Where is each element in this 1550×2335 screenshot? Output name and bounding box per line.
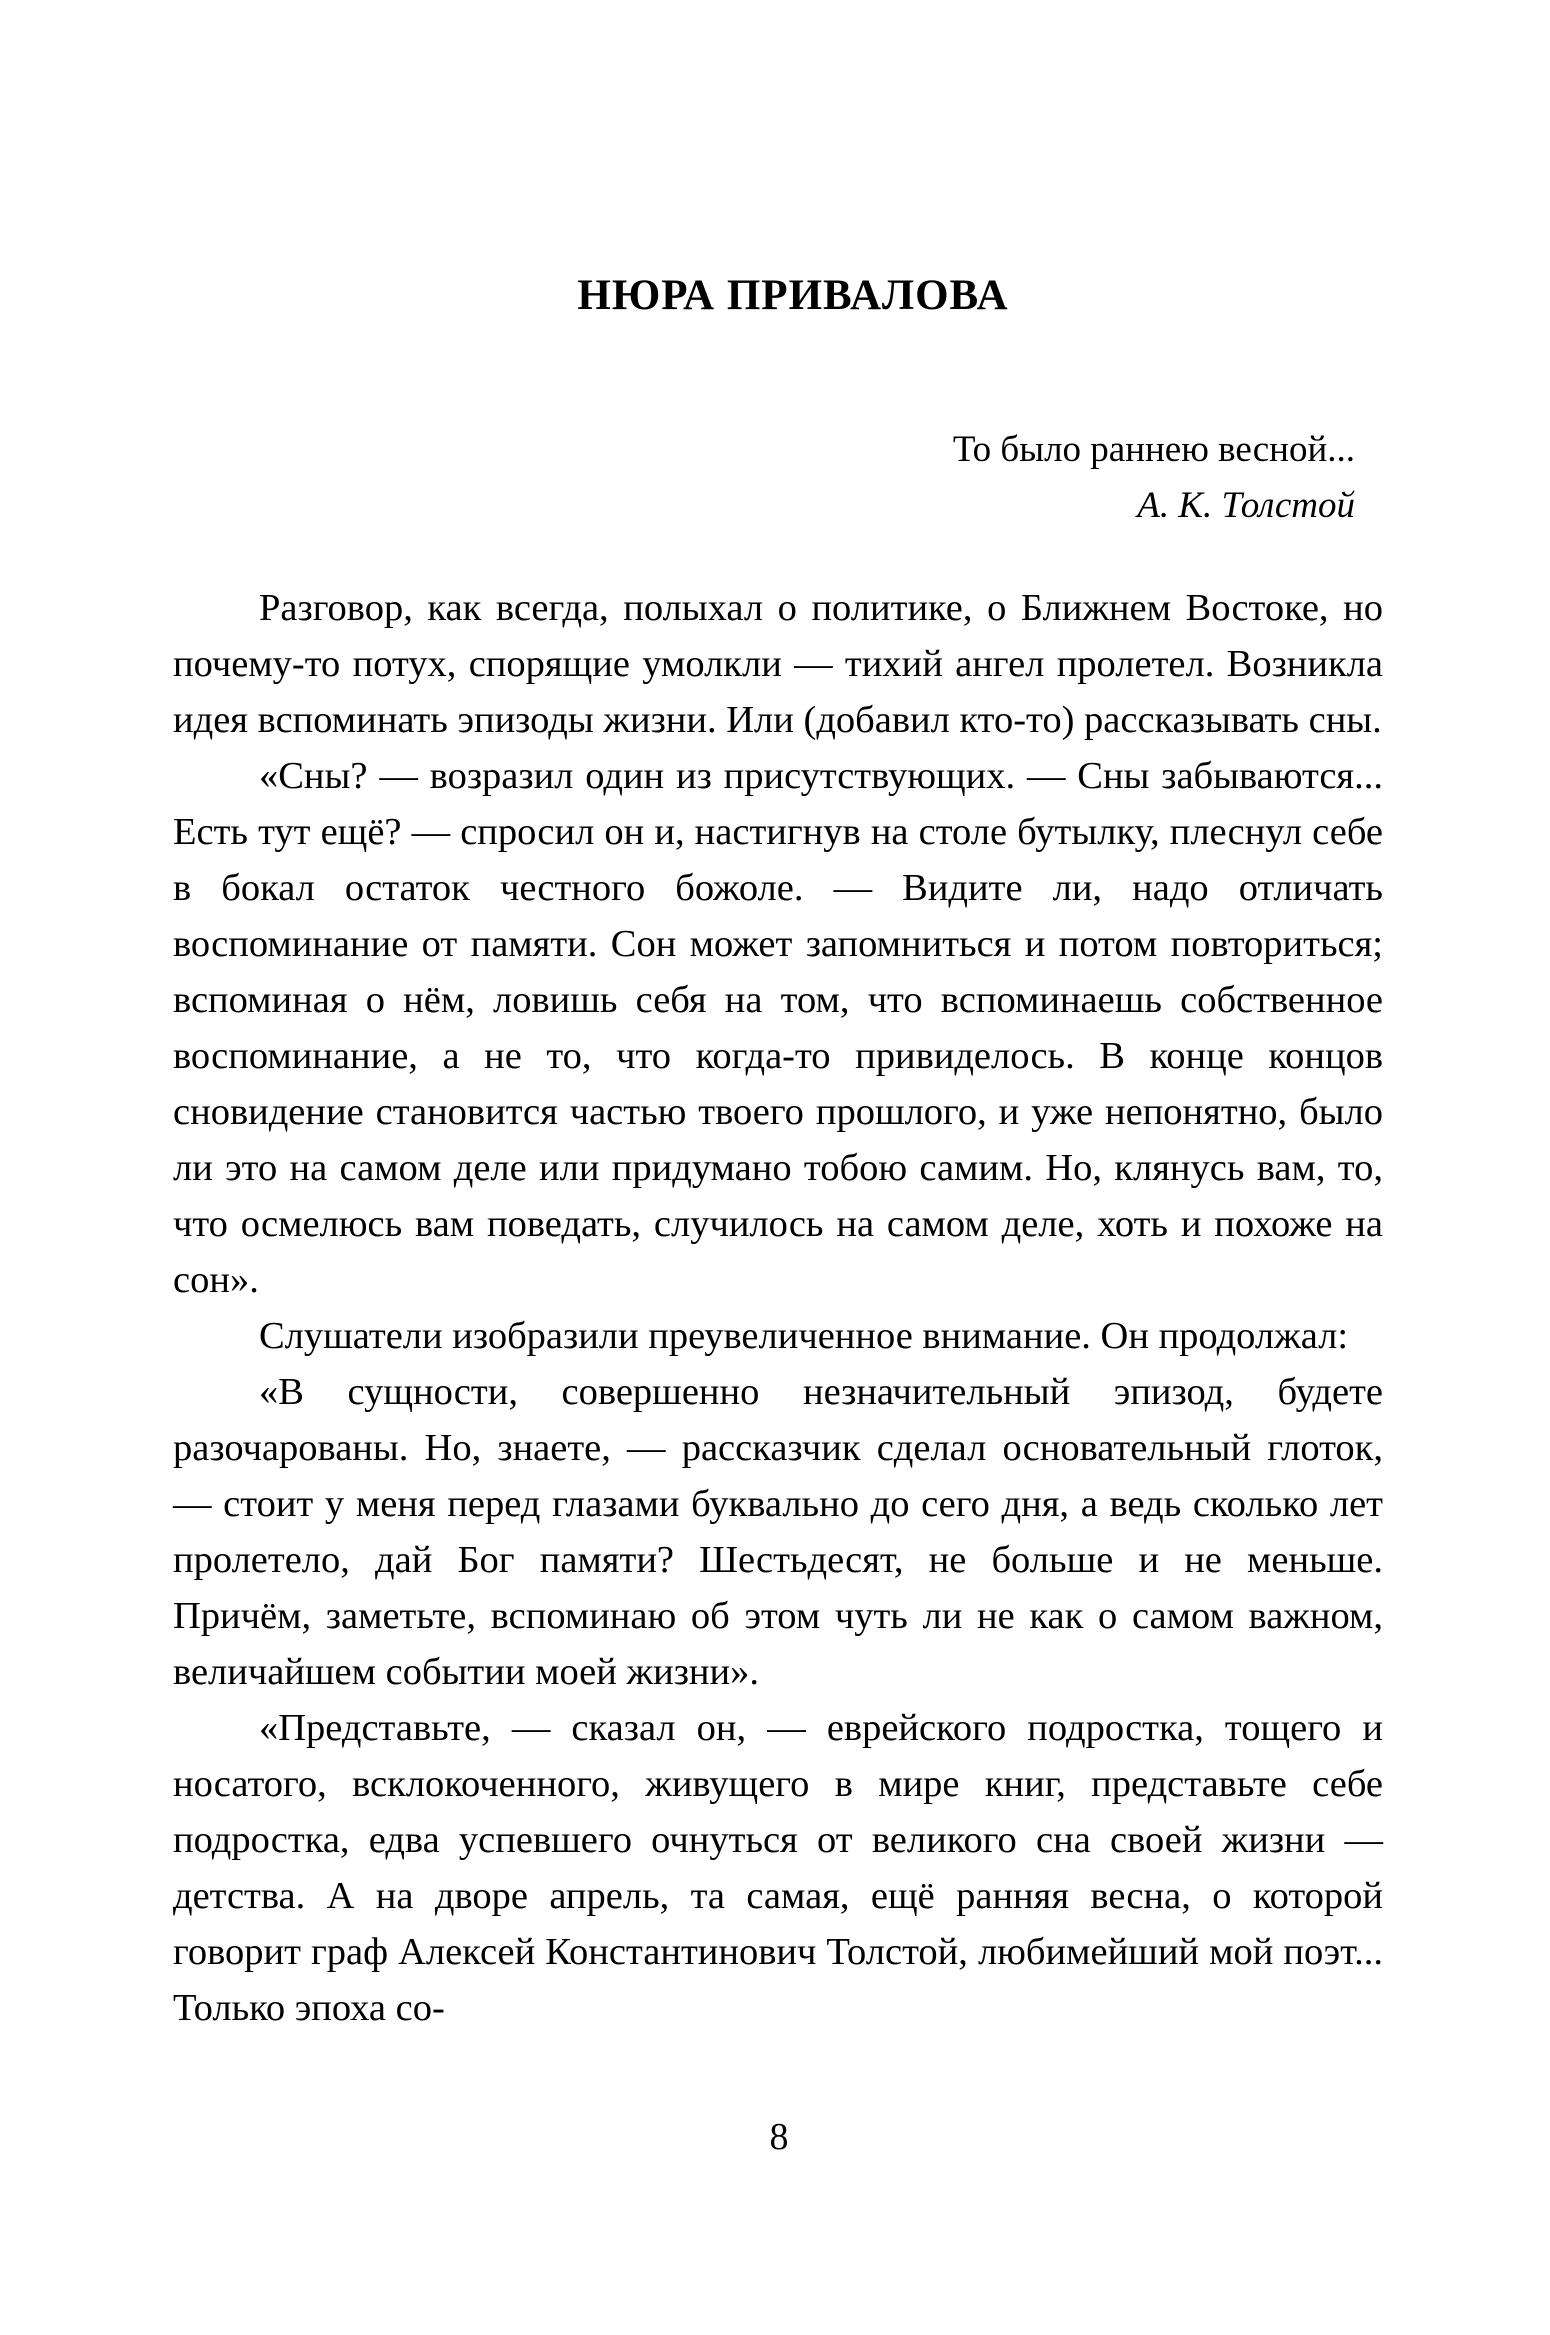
epigraph-line: То было раннею весной...	[952, 428, 1355, 470]
paragraph-5: «Представьте, — сказал он, — еврейского подростка, тощего и носатого, всклокоченного, живущего в мире книг, представьте себе подростка, едва успевшего очнуться от великого сна своей жизни — детства. А на дворе апрель, та самая, ещё ранняя весна, о которой говорит граф Алексей Константинович Толстой, любимейший мой поэт... Только эпоха со-	[173, 1706, 1383, 2029]
page-number: 8	[769, 2116, 789, 2158]
body-text	[173, 580, 1383, 2036]
epigraph	[173, 422, 1383, 534]
paragraph-2: «Сны? — возразил один из присутствующих. — Сны забываются... Есть тут ещё? — спросил он и, настигнув на столе бутылку, плеснул себе в бокал остаток честного божоле. — Видите ли, надо отличать воспоминание от памяти. Сон может запомниться и потом повториться; вспоминая о нём, ловишь себя на том, что вспоминаешь собственное воспоминание, а не то, что когда-то привиделось. В конце концов сновидение становится частью твоего прошлого, и уже непонятно, было ли это на самом деле или придумано тобою самим. Но, клянусь вам, то, что осмелюсь вам поведать, случилось на самом деле, хоть и похоже на сон».	[173, 754, 1383, 1301]
epigraph-author: А. К. Толстой	[1137, 484, 1355, 526]
book-page	[173, 270, 1383, 2036]
chapter-title: НЮРА ПРИВАЛОВА	[577, 272, 1009, 319]
paragraph-3: Слушатели изобразили преувеличенное внимание. Он продолжал:	[259, 1314, 1349, 1357]
paragraph-1: Разговор, как всегда, полыхал о политике, о Ближнем Востоке, но почему-то потух, спорящие умолкли — тихий ангел пролетел. Возникла идея вспоминать эпизоды жизни. Или (добавил кто-то) рассказывать сны.	[173, 586, 1383, 741]
paragraph-4: «В сущности, совершенно незначительный эпизод, будете разочарованы. Но, знаете, — рассказчик сделал основательный глоток, — стоит у меня перед глазами буквально до сего дня, а ведь сколько лет пролетело, дай Бог памяти? Шестьдесят, не больше и не меньше. Причём, заметьте, вспоминаю об этом чуть ли не как о самом важном, величайшем событии моей жизни».	[173, 1370, 1383, 1693]
